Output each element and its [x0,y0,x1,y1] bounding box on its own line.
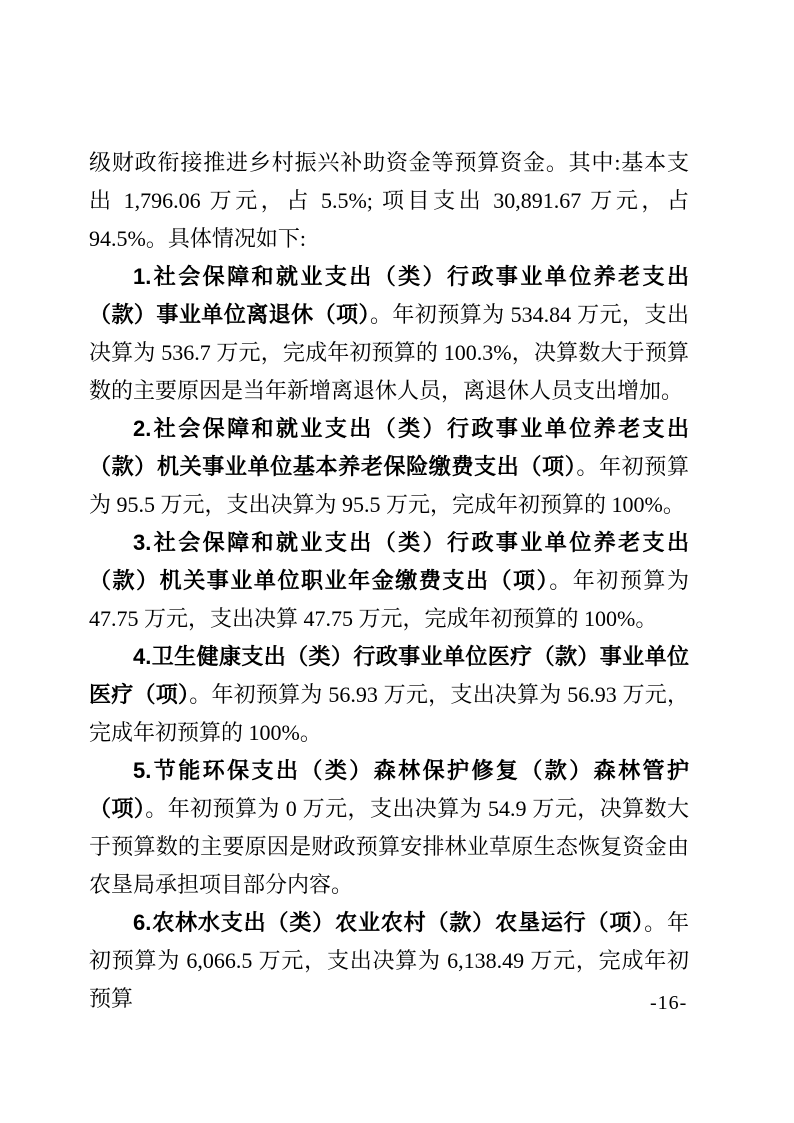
item-1-body: 。年初预算为 534.84 万元，支出决算为 536.7 万元，完成年初预算的 100.3%，决算数大于预算数的主要原因是当年新增离退休人员，离退休人员支出增加。 [89,302,689,403]
paragraph-item-2 [89,410,689,524]
item-3-body: 。年初预算为 47.75 万元，支出决算 47.75 万元，完成年初预算的 100%。 [89,568,689,631]
paragraph-item-6 [89,904,689,1018]
item-4-heading: 4.卫生健康支出（类）行政事业单位医疗（款）事业单位医疗（项） [89,644,689,707]
item-6-heading: 6.农林水支出（类）农业农村（款）农垦运行（项） [133,910,645,935]
item-5-heading: 5.节能环保支出（类）森林保护修复（款）森林管护（项） [89,758,689,821]
item-2-heading: 2.社会保障和就业支出（类）行政事业单位养老支出（款）机关事业单位基本养老保险缴费支出（项） [89,416,689,479]
paragraph-item-1 [89,258,689,410]
item-2-body: 。年初预算为 95.5 万元，支出决算为 95.5 万元，完成年初预算的 100%。 [89,454,689,517]
paragraph-item-3 [89,524,689,638]
document-body [89,144,689,1018]
intro-text: 级财政衔接推进乡村振兴补助资金等预算资金。其中:基本支出 1,796.06 万元，占 5.5%; 项目支出 30,891.67 万元，占 94.5%。具体情况如下: [89,150,689,251]
item-3-heading: 3.社会保障和就业支出（类）行政事业单位养老支出（款）机关事业单位职业年金缴费支出（项） [89,530,689,593]
item-1-heading: 1.社会保障和就业支出（类）行政事业单位养老支出（款）事业单位离退休（项） [89,264,689,327]
item-5-body: 。年初预算为 0 万元，支出决算为 54.9 万元，决算数大于预算数的主要原因是财政预算安排林业草原生态恢复资金由农垦局承担项目部分内容。 [89,796,689,897]
paragraph-item-5 [89,752,689,904]
item-4-body: 。年初预算为 56.93 万元，支出决算为 56.93 万元，完成年初预算的 100%。 [89,682,689,745]
paragraph-intro [89,144,689,258]
page-number: -16- [650,992,688,1014]
item-6-body: 。年初预算为 6,066.5 万元，支出决算为 6,138.49 万元，完成年初预算 [89,910,689,1011]
paragraph-item-4 [89,638,689,752]
